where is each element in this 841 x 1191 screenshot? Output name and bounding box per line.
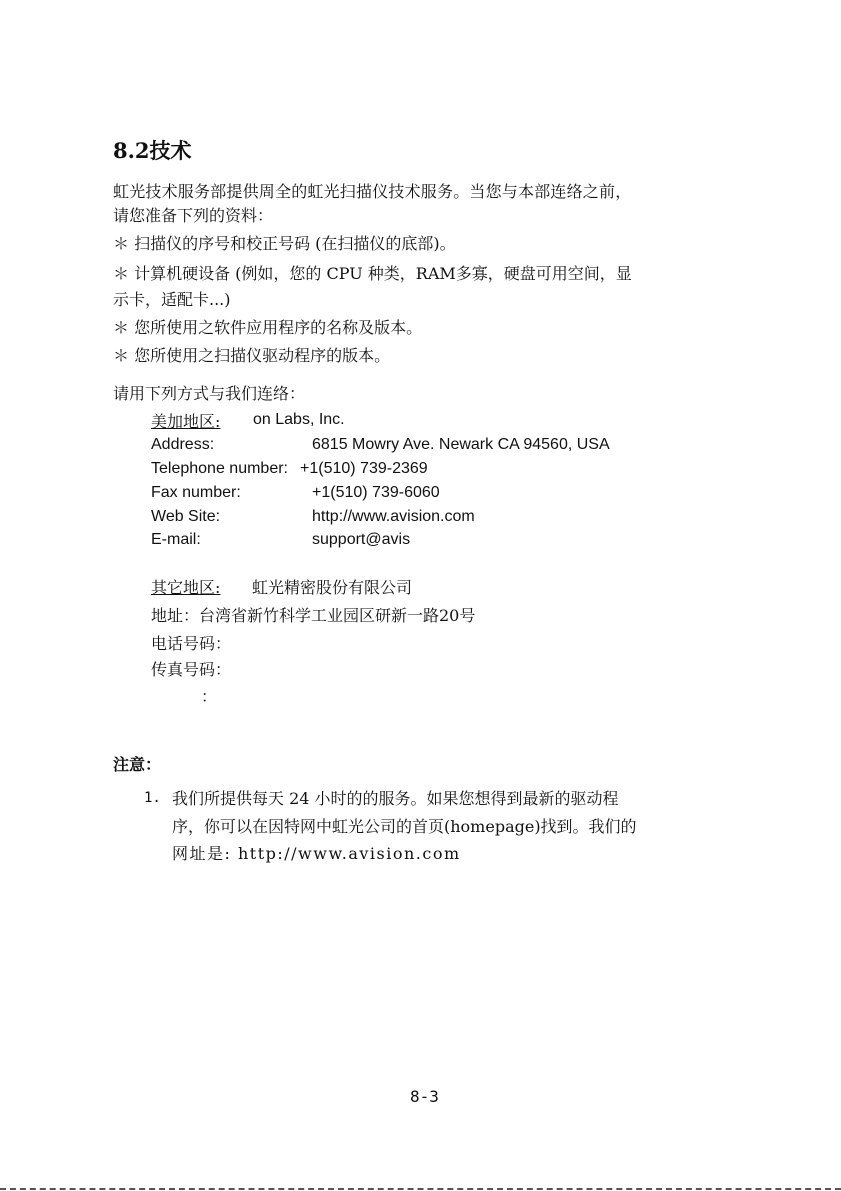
other-region-label: 其它地区:: [151, 578, 221, 597]
page-number: 8-3: [410, 1087, 439, 1106]
prep-item-hardware: ＊ 计算机硬设备 (例如，您的 CPU 种类，RAM多寡，硬盘可用空间，显: [113, 264, 632, 283]
email-value: support@avis: [312, 531, 411, 548]
other-address: 地址：台湾省新竹科学工业园区研新一路20号: [151, 606, 476, 625]
stray-colon: ：: [201, 687, 218, 706]
email-label: E-mail:: [151, 531, 201, 548]
note-title: 注意：: [113, 755, 162, 774]
address-value: 6815 Mowry Ave. Newark CA 94560, USA: [312, 436, 610, 453]
note-line-2: 序，你可以在因特网中虹光公司的首页(homepage)找到。我们的: [172, 817, 637, 836]
telephone-label: Telephone number:: [151, 460, 288, 477]
prep-item-software: ＊ 您所使用之软件应用程序的名称及版本。: [113, 318, 423, 337]
website-label: Web Site:: [151, 508, 221, 525]
intro-line-1: 虹光技术服务部提供周全的虹光扫描仪技术服务。当您与本部连络之前，: [113, 182, 632, 201]
other-company: 虹光精密股份有限公司: [252, 578, 413, 597]
other-phone-label: 电话号码：: [151, 634, 232, 653]
intro-line-2: 请您准备下列的资料：: [113, 206, 274, 225]
contact-intro: 请用下列方式与我们连络：: [113, 384, 306, 403]
website-value: http://www.avision.com: [312, 508, 475, 525]
note-number: 1.: [144, 790, 161, 806]
address-label: Address:: [151, 436, 215, 453]
fax-value: +1(510) 739-6060: [312, 484, 440, 501]
us-company: on Labs, Inc.: [253, 411, 345, 428]
bottom-border: [0, 1188, 841, 1190]
us-region-label: 美加地区:: [151, 412, 221, 431]
telephone-value: +1(510) 739-2369: [300, 460, 428, 477]
section-title: 8.2技术: [113, 138, 192, 163]
fax-label: Fax number:: [151, 484, 241, 501]
other-fax-label: 传真号码：: [151, 660, 232, 679]
prep-item-driver: ＊ 您所使用之扫描仪驱动程序的版本。: [113, 346, 391, 365]
prep-item-hardware-cont: 示卡，适配卡...): [113, 290, 231, 309]
prep-item-serial: ＊ 扫描仪的序号和校正号码 (在扫描仪的底部)。: [113, 234, 456, 253]
note-line-1: 我们所提供每天 24 小时的的服务。如果您想得到最新的驱动程: [172, 789, 619, 808]
note-line-3: 网址是: http://www.avision.com: [172, 844, 461, 863]
